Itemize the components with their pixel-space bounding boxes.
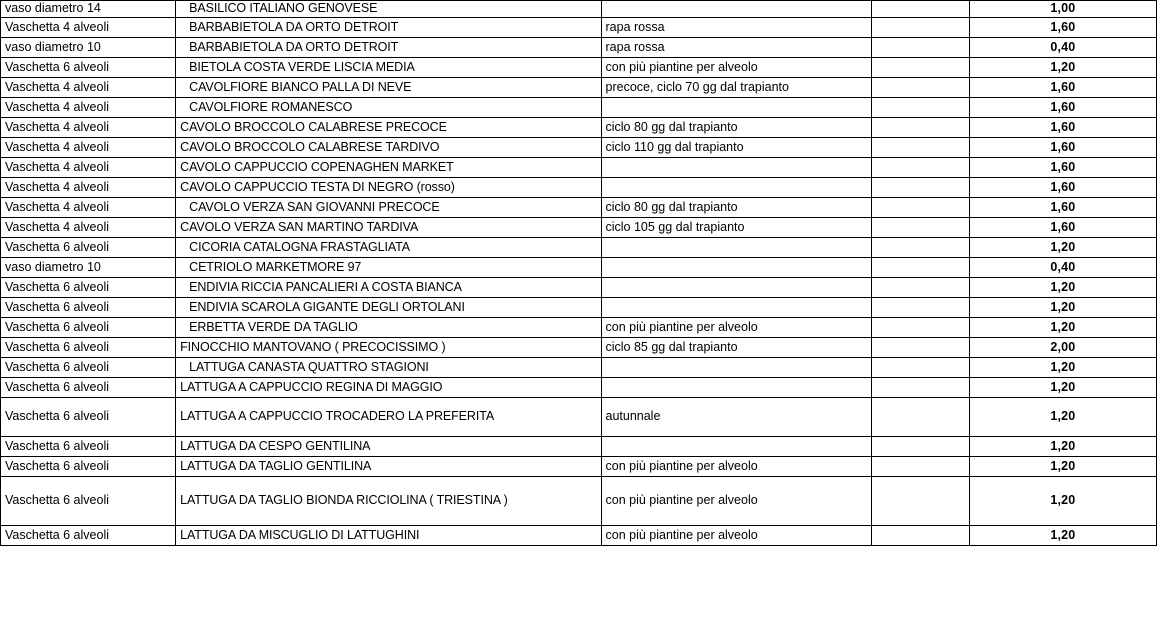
cell-price[interactable]: 1,60 (969, 98, 1156, 118)
cell-note[interactable]: rapa rossa (601, 38, 871, 58)
cell-variety[interactable]: LATTUGA CANASTA QUATTRO STAGIONI (176, 358, 601, 378)
cell-variety[interactable]: LATTUGA DA MISCUGLIO DI LATTUGHINI (176, 526, 601, 546)
cell-blank[interactable] (871, 1, 969, 18)
cell-blank[interactable] (871, 98, 969, 118)
cell-price[interactable]: 0,40 (969, 38, 1156, 58)
cell-blank[interactable] (871, 58, 969, 78)
cell-packaging[interactable]: Vaschetta 6 alveoli (1, 457, 176, 477)
cell-packaging[interactable]: Vaschetta 6 alveoli (1, 58, 176, 78)
cell-price[interactable]: 1,20 (969, 378, 1156, 398)
price-table-body (1, 1, 1157, 546)
table-row[interactable] (1, 98, 1157, 118)
cell-price[interactable]: 1,20 (969, 526, 1156, 546)
cell-blank[interactable] (871, 138, 969, 158)
cell-blank[interactable] (871, 118, 969, 138)
cell-packaging[interactable]: Vaschetta 6 alveoli (1, 298, 176, 318)
cell-packaging[interactable]: vaso diametro 10 (1, 258, 176, 278)
cell-blank[interactable] (871, 526, 969, 546)
cell-price[interactable]: 1,20 (969, 58, 1156, 78)
cell-blank[interactable] (871, 218, 969, 238)
cell-price[interactable]: 0,40 (969, 258, 1156, 278)
cell-price[interactable]: 1,60 (969, 198, 1156, 218)
cell-packaging[interactable]: Vaschetta 4 alveoli (1, 158, 176, 178)
cell-note[interactable]: precoce, ciclo 70 gg dal trapianto (601, 78, 871, 98)
cell-price[interactable]: 1,20 (969, 398, 1156, 437)
cell-note[interactable] (601, 298, 871, 318)
cell-packaging[interactable]: Vaschetta 6 alveoli (1, 238, 176, 258)
cell-variety[interactable]: LATTUGA DA TAGLIO BIONDA RICCIOLINA ( TRIESTINA ) (176, 477, 601, 526)
cell-variety[interactable]: CAVOLO VERZA SAN MARTINO TARDIVA (176, 218, 601, 238)
table-row[interactable] (1, 477, 1157, 526)
cell-note[interactable] (601, 158, 871, 178)
cell-variety[interactable]: BIETOLA COSTA VERDE LISCIA MEDIA (176, 58, 601, 78)
cell-blank[interactable] (871, 198, 969, 218)
cell-note[interactable] (601, 1, 871, 18)
cell-packaging[interactable]: Vaschetta 6 alveoli (1, 358, 176, 378)
table-row[interactable] (1, 218, 1157, 238)
cell-blank[interactable] (871, 238, 969, 258)
cell-blank[interactable] (871, 398, 969, 437)
cell-note[interactable]: con più piantine per alveolo (601, 457, 871, 477)
cell-note[interactable]: con più piantine per alveolo (601, 526, 871, 546)
cell-note[interactable]: ciclo 85 gg dal trapianto (601, 338, 871, 358)
table-row[interactable] (1, 398, 1157, 437)
cell-price[interactable]: 1,60 (969, 78, 1156, 98)
cell-variety[interactable]: CAVOLO BROCCOLO CALABRESE TARDIVO (176, 138, 601, 158)
cell-variety[interactable]: CAVOLFIORE BIANCO PALLA DI NEVE (176, 78, 601, 98)
table-row[interactable] (1, 457, 1157, 477)
cell-note[interactable]: ciclo 105 gg dal trapianto (601, 218, 871, 238)
cell-blank[interactable] (871, 178, 969, 198)
cell-packaging[interactable]: Vaschetta 4 alveoli (1, 78, 176, 98)
cell-note[interactable]: autunnale (601, 398, 871, 437)
cell-note[interactable] (601, 378, 871, 398)
table-row[interactable] (1, 18, 1157, 38)
cell-blank[interactable] (871, 338, 969, 358)
cell-variety[interactable]: CAVOLO CAPPUCCIO TESTA DI NEGRO (rosso) (176, 178, 601, 198)
cell-packaging[interactable]: Vaschetta 4 alveoli (1, 178, 176, 198)
table-row[interactable] (1, 138, 1157, 158)
cell-blank[interactable] (871, 38, 969, 58)
cell-variety[interactable]: CAVOLO BROCCOLO CALABRESE PRECOCE (176, 118, 601, 138)
table-row[interactable] (1, 158, 1157, 178)
cell-note[interactable]: con più piantine per alveolo (601, 477, 871, 526)
cell-variety[interactable]: BASILICO ITALIANO GENOVESE (176, 1, 601, 18)
cell-packaging[interactable]: Vaschetta 6 alveoli (1, 318, 176, 338)
cell-note[interactable] (601, 258, 871, 278)
cell-note[interactable]: ciclo 110 gg dal trapianto (601, 138, 871, 158)
cell-note[interactable]: ciclo 80 gg dal trapianto (601, 198, 871, 218)
cell-packaging[interactable]: vaso diametro 10 (1, 38, 176, 58)
table-row[interactable] (1, 38, 1157, 58)
cell-blank[interactable] (871, 158, 969, 178)
cell-note[interactable] (601, 98, 871, 118)
table-row[interactable] (1, 1, 1157, 18)
cell-price[interactable]: 1,60 (969, 158, 1156, 178)
cell-blank[interactable] (871, 278, 969, 298)
cell-packaging[interactable]: Vaschetta 4 alveoli (1, 198, 176, 218)
table-row[interactable] (1, 78, 1157, 98)
cell-variety[interactable]: CAVOLFIORE ROMANESCO (176, 98, 601, 118)
cell-price[interactable]: 1,00 (969, 1, 1156, 18)
cell-price[interactable]: 1,20 (969, 298, 1156, 318)
cell-blank[interactable] (871, 318, 969, 338)
cell-price[interactable]: 1,20 (969, 358, 1156, 378)
cell-variety[interactable]: LATTUGA DA CESPO GENTILINA (176, 437, 601, 457)
cell-variety[interactable]: ERBETTA VERDE DA TAGLIO (176, 318, 601, 338)
cell-note[interactable]: con più piantine per alveolo (601, 318, 871, 338)
table-row[interactable] (1, 198, 1157, 218)
cell-packaging[interactable]: Vaschetta 6 alveoli (1, 338, 176, 358)
cell-note[interactable] (601, 178, 871, 198)
cell-blank[interactable] (871, 78, 969, 98)
cell-price[interactable]: 1,20 (969, 278, 1156, 298)
table-row[interactable] (1, 358, 1157, 378)
cell-variety[interactable]: ENDIVIA RICCIA PANCALIERI A COSTA BIANCA (176, 278, 601, 298)
cell-price[interactable]: 1,60 (969, 18, 1156, 38)
cell-packaging[interactable]: Vaschetta 6 alveoli (1, 398, 176, 437)
cell-variety[interactable]: BARBABIETOLA DA ORTO DETROIT (176, 18, 601, 38)
table-row[interactable] (1, 298, 1157, 318)
cell-blank[interactable] (871, 437, 969, 457)
cell-variety[interactable]: BARBABIETOLA DA ORTO DETROIT (176, 38, 601, 58)
table-row[interactable] (1, 437, 1157, 457)
cell-note[interactable]: rapa rossa (601, 18, 871, 38)
cell-packaging[interactable]: Vaschetta 6 alveoli (1, 526, 176, 546)
cell-price[interactable]: 2,00 (969, 338, 1156, 358)
cell-packaging[interactable]: Vaschetta 4 alveoli (1, 138, 176, 158)
cell-packaging[interactable]: Vaschetta 6 alveoli (1, 278, 176, 298)
cell-blank[interactable] (871, 18, 969, 38)
cell-blank[interactable] (871, 358, 969, 378)
cell-variety[interactable]: CAVOLO CAPPUCCIO COPENAGHEN MARKET (176, 158, 601, 178)
cell-variety[interactable]: LATTUGA A CAPPUCCIO TROCADERO LA PREFERITA (176, 398, 601, 437)
cell-price[interactable]: 1,20 (969, 477, 1156, 526)
cell-note[interactable] (601, 278, 871, 298)
cell-variety[interactable]: CAVOLO VERZA SAN GIOVANNI PRECOCE (176, 198, 601, 218)
cell-price[interactable]: 1,20 (969, 457, 1156, 477)
cell-price[interactable]: 1,60 (969, 118, 1156, 138)
cell-price[interactable]: 1,20 (969, 437, 1156, 457)
cell-blank[interactable] (871, 298, 969, 318)
cell-variety[interactable]: CETRIOLO MARKETMORE 97 (176, 258, 601, 278)
cell-note[interactable]: con più piantine per alveolo (601, 58, 871, 78)
cell-packaging[interactable]: Vaschetta 4 alveoli (1, 18, 176, 38)
cell-packaging[interactable]: Vaschetta 4 alveoli (1, 98, 176, 118)
cell-packaging[interactable]: Vaschetta 4 alveoli (1, 118, 176, 138)
cell-price[interactable]: 1,60 (969, 178, 1156, 198)
cell-packaging[interactable]: Vaschetta 6 alveoli (1, 437, 176, 457)
cell-variety[interactable]: ENDIVIA SCAROLA GIGANTE DEGLI ORTOLANI (176, 298, 601, 318)
table-row[interactable] (1, 278, 1157, 298)
table-row[interactable] (1, 258, 1157, 278)
table-row[interactable] (1, 378, 1157, 398)
cell-blank[interactable] (871, 477, 969, 526)
cell-variety[interactable]: FINOCCHIO MANTOVANO ( PRECOCISSIMO ) (176, 338, 601, 358)
table-row[interactable] (1, 338, 1157, 358)
cell-price[interactable]: 1,60 (969, 138, 1156, 158)
cell-variety[interactable]: LATTUGA DA TAGLIO GENTILINA (176, 457, 601, 477)
cell-variety[interactable]: CICORIA CATALOGNA FRASTAGLIATA (176, 238, 601, 258)
cell-packaging[interactable]: Vaschetta 4 alveoli (1, 218, 176, 238)
cell-note[interactable] (601, 238, 871, 258)
cell-note[interactable]: ciclo 80 gg dal trapianto (601, 118, 871, 138)
cell-packaging[interactable]: vaso diametro 14 (1, 1, 176, 18)
cell-packaging[interactable]: Vaschetta 6 alveoli (1, 477, 176, 526)
cell-blank[interactable] (871, 378, 969, 398)
table-row[interactable] (1, 178, 1157, 198)
table-row[interactable] (1, 526, 1157, 546)
cell-note[interactable] (601, 358, 871, 378)
cell-price[interactable]: 1,20 (969, 238, 1156, 258)
cell-price[interactable]: 1,20 (969, 318, 1156, 338)
cell-variety[interactable]: LATTUGA A CAPPUCCIO REGINA DI MAGGIO (176, 378, 601, 398)
cell-packaging[interactable]: Vaschetta 6 alveoli (1, 378, 176, 398)
cell-note[interactable] (601, 437, 871, 457)
cell-blank[interactable] (871, 457, 969, 477)
table-row[interactable] (1, 118, 1157, 138)
table-row[interactable] (1, 318, 1157, 338)
table-row[interactable] (1, 238, 1157, 258)
cell-blank[interactable] (871, 258, 969, 278)
table-row[interactable] (1, 58, 1157, 78)
cell-price[interactable]: 1,60 (969, 218, 1156, 238)
